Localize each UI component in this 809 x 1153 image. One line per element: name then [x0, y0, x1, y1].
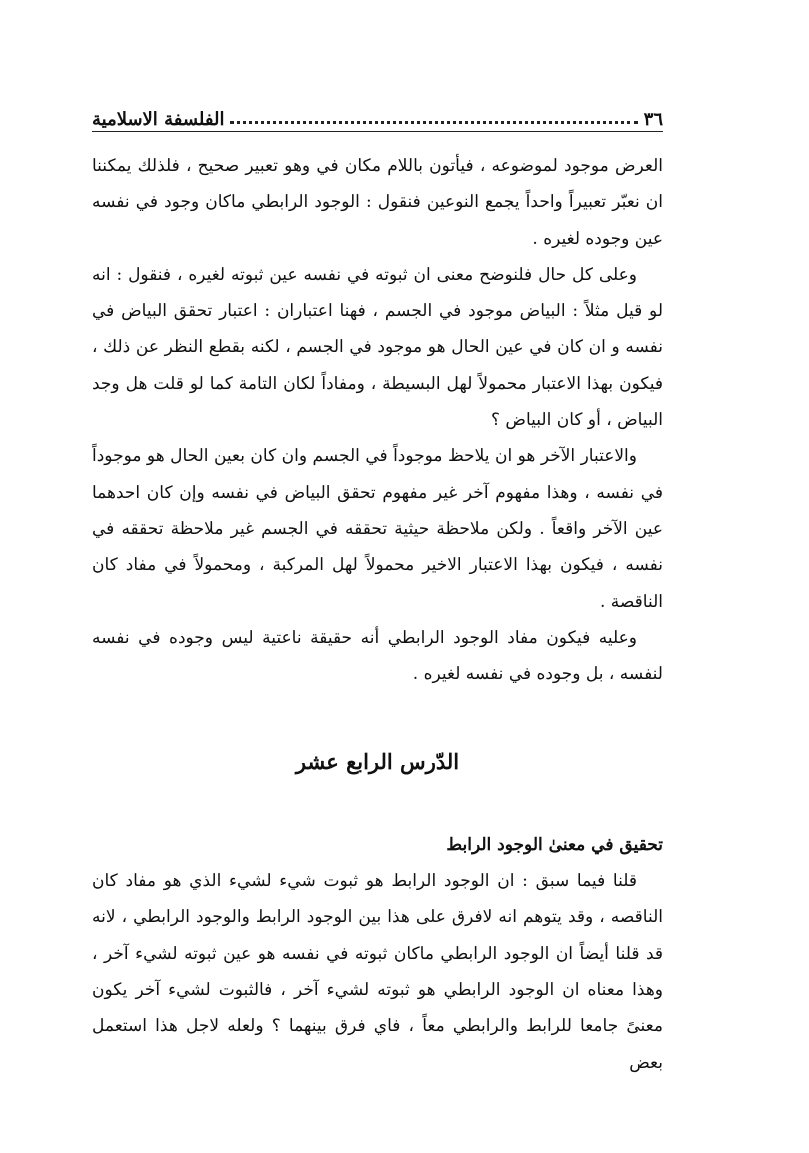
- running-header: [92, 96, 663, 130]
- page-body: [92, 148, 663, 1081]
- page-number: ٣٦: [643, 109, 663, 130]
- section-subheading: تحقيق في معنىٰ الوجود الرابط: [446, 834, 663, 855]
- paragraph-4: وعليه فيكون مفاد الوجود الرابطي أنه حقيقة ناعتية ليس وجوده في نفسه لنفسه ، بل وجوده في نفسه لغيره .: [92, 627, 663, 685]
- lesson-title: الدّرس الرابع عشر: [295, 749, 460, 775]
- header-title: الفلسفة الاسلامية: [92, 109, 225, 130]
- paragraph-5: قلنا فيما سبق : ان الوجود الرابط هو ثبوت شيء لشيء الذي هو مفاد كان الناقصه ، وقد يتوهم انه لافرق على هذا بين الوجود الرابط والوجود الرابطي ، لانه قد قلنا أيضاً ان الوجود الرابطي ماكان ثبوته في نفسه هو عين ثبوته لشيء آخر ، وهذا معناه ان الوجود الرابطي هو ثبوته لشيء آخر ، فالثبوت لشيء آخر يكون معنىً جامعا للرابط والرابطي معاً ، فاي فرق بينهما ؟ ولعله لاجل هذا استعمل بعض: [92, 871, 663, 1073]
- header-rule: [92, 131, 663, 132]
- paragraph-3: والاعتبار الآخر هو ان يلاحظ موجوداً في الجسم وان كان بعين الحال هو موجوداً في نفسه ، وهذا مفهوم آخر غير مفهوم تحقق البياض في نفسه وإن كان احدهما عين الآخر واقعاً . ولكن ملاحظة حيثية تحققه في الجسم غير ملاحظة تحققه في نفسه ، فيكون بهذا الاعتبار الاخير محمولاً لهل المركبة ، ومحمولاً في مفاد كان الناقصة .: [92, 446, 663, 612]
- paragraph-1: العرض موجود لموضوعه ، فيأتون باللام مكان في وهو تعبير صحيح ، فلذلك يمكننا ان نعبّر تعبيراً واحداً يجمع النوعين فنقول : الوجود الرابطي ماكان وجود في نفسه عين وجوده لغيره .: [92, 156, 663, 249]
- dot-leader: [230, 121, 637, 124]
- paragraph-2: وعلى كل حال فلنوضح معنى ان ثبوته في نفسه عين ثبوته لغيره ، فنقول : انه لو قيل مثلاً : البياض موجود في الجسم ، فهنا اعتباران : اعتبار تحقق البياض في نفسه و ان كان في عين الحال هو موجود في الجسم ، لكنه بقطع النظر عن ذلك ، فيكون بهذا الاعتبار محمولاً لهل البسيطة ، ومفاداً لكان التامة كما لو قلت هل وجد البياض ، أو كان البياض ؟: [92, 264, 663, 431]
